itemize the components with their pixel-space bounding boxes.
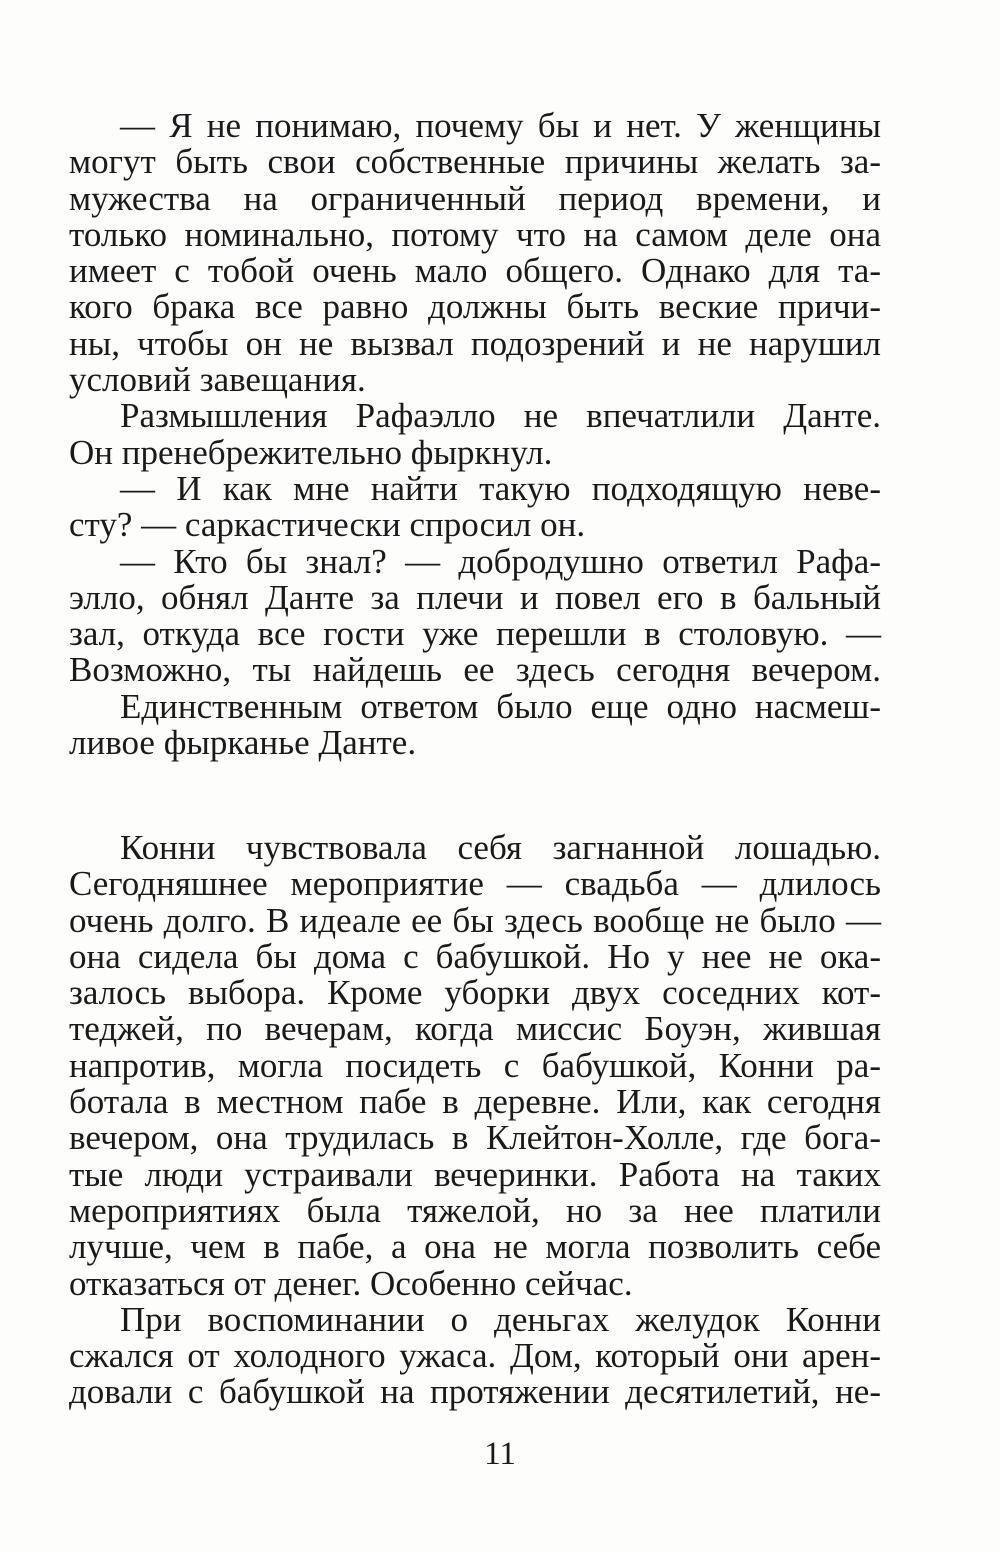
text-line: условий завещания.	[69, 360, 366, 400]
text-line: Возможно, ты найдешь ее здесь сегодня вечером.	[69, 650, 881, 690]
text-line: залось выбора. Кроме уборки двух соседних кот-	[69, 973, 881, 1013]
text-line: ботала в местном пабе в деревне. Или, как сегодня	[69, 1082, 881, 1122]
text-line: имеет с тобой очень мало общего. Однако для та-	[69, 251, 881, 291]
text-line: лучше, чем в пабе, а она не могла позволить себе	[69, 1227, 881, 1267]
text-section-1	[69, 108, 881, 761]
text-line: довали с бабушкой на протяжении десятилетий, не-	[69, 1372, 881, 1412]
text-line: Размышления Рафаэлло не впечатлили Данте.	[120, 396, 881, 436]
text-line: ливое фырканье Данте.	[69, 723, 417, 763]
text-line: мероприятиях была тяжелой, но за нее платили	[69, 1190, 881, 1230]
text-line: — Кто бы знал? — добродушно ответил Рафа-	[120, 541, 881, 581]
text-line: она сидела бы дома с бабушкой. Но у нее не ока-	[69, 936, 881, 976]
text-line: Конни чувствовала себя загнанной лошадью.	[120, 828, 881, 867]
text-line: отказаться от денег. Особенно сейчас.	[69, 1263, 633, 1303]
text-line: — Я не понимаю, почему бы и нет. У женщины	[120, 106, 881, 145]
text-line: сжался от холодного ужаса. Дом, который они арен-	[69, 1336, 881, 1376]
text-line: сту? — саркастически спросил он.	[69, 505, 586, 545]
text-line: мужества на ограниченный период времени, и	[69, 178, 881, 218]
text-line: напротив, могла посидеть с бабушкой, Конни ра-	[69, 1045, 881, 1085]
text-line: При воспоминании о деньгах желудок Конни	[120, 1299, 881, 1339]
text-line: вечером, она трудилась в Клейтон-Холле, где бога-	[69, 1118, 881, 1158]
text-section-2	[69, 830, 881, 1411]
text-line: элло, обнял Данте за плечи и повел его в бальный	[69, 577, 881, 617]
text-line: ны, чтобы он не вызвал подозрений и не нарушил	[69, 323, 881, 363]
text-line: зал, откуда все гости уже перешли в столовую. —	[69, 614, 881, 654]
page-number: 11	[484, 1436, 516, 1472]
text-line: Единственным ответом было еще одно насмеш-	[120, 686, 881, 726]
text-line: Он пренебрежительно фыркнул.	[69, 432, 553, 472]
text-line: теджей, по вечерам, когда миссис Боуэн, жившая	[69, 1009, 881, 1049]
text-line: тые люди устраивали вечеринки. Работа на таких	[69, 1154, 881, 1194]
text-line: очень долго. В идеале ее бы здесь вообще не было —	[69, 900, 881, 940]
text-line: — И как мне найти такую подходящую неве-	[120, 468, 881, 508]
text-line: кого брака все равно должны быть веские причи-	[69, 287, 881, 327]
text-line: могут быть свои собственные причины желать за-	[69, 142, 881, 182]
text-line: Сегодняшнее мероприятие — свадьба — длилось	[69, 864, 881, 904]
text-line: только номинально, потому что на самом деле она	[69, 214, 881, 254]
